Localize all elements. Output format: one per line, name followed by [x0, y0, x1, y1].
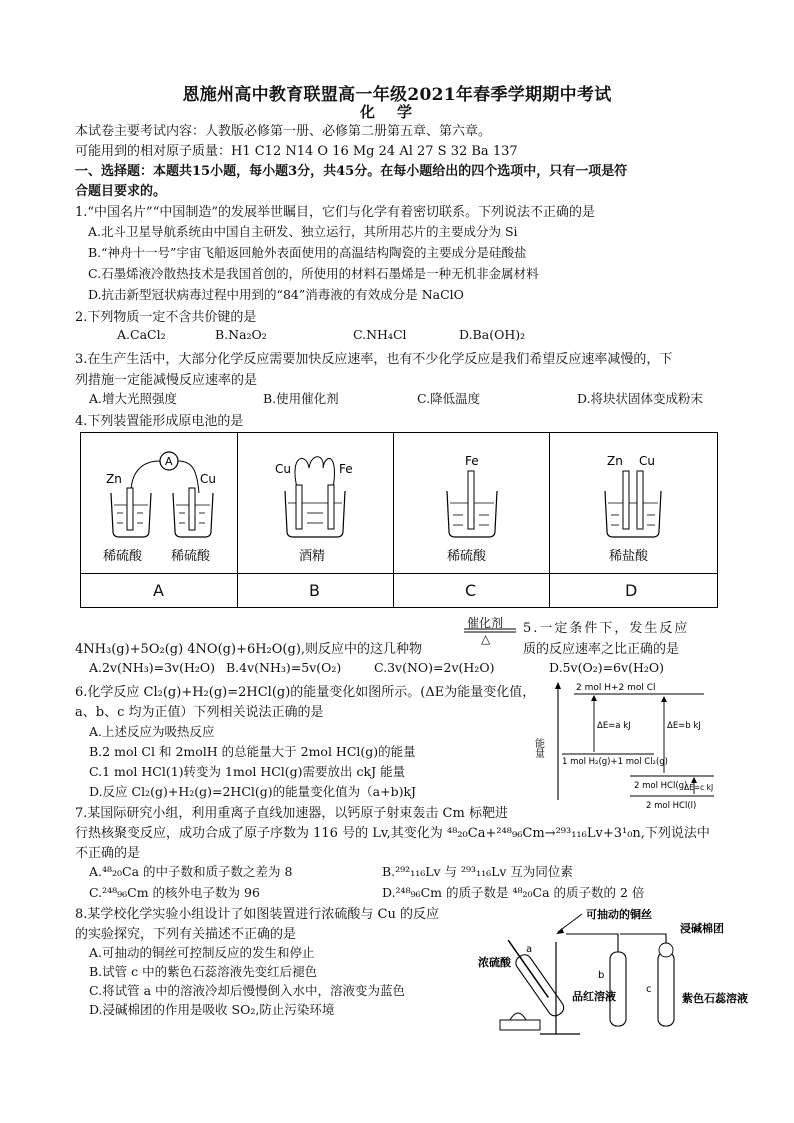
q5-option-a: A.2v(NH₃)=3v(H₂O) — [89, 660, 216, 675]
liquid-a-right: 稀硫酸 — [171, 549, 211, 564]
fuchsin-label: 品红溶液 — [572, 990, 616, 1003]
cotton-label: 浸碱棉团 — [680, 922, 724, 935]
energy-axis-label: 能量 — [532, 738, 544, 758]
q5-option-b: B.4v(NH₃)=5v(O₂) — [226, 660, 342, 675]
q5-catalyst: 催化剂 — [467, 616, 504, 630]
q7-stem-tail: 不正确的是 — [75, 846, 141, 861]
q5-option-c: C.3v(NO)=2v(H₂O) — [374, 660, 495, 675]
q2-stem: 2.下列物质一定不含共价键的是 — [75, 310, 257, 325]
q7-option-a: A.⁴⁸₂₀Ca 的中子数和质子数之差为 8 — [89, 864, 293, 879]
delta-e-c: ΔE=c kJ — [684, 783, 714, 792]
cu-label-b: Cu — [275, 462, 291, 476]
q2-option-c: C.NH₄Cl — [353, 327, 407, 342]
q4-stem: 4.下列装置能形成原电池的是 — [75, 414, 244, 429]
q3-option-c: C.降低温度 — [417, 391, 481, 406]
tube-a-label: a — [526, 944, 533, 955]
q5-stem-tail: 质的反应速率之比正确的是 — [523, 642, 680, 657]
galvanic-cell-d-diagram — [549, 433, 716, 573]
q5-stem: 5.一定条件下，发生反应 — [523, 621, 690, 636]
section1-heading: 一、选择题：本题共15小题，每小题3分，共45分。在每小题给出的四个选项中，只有一项是符 — [75, 164, 628, 179]
q1-stem: 1.“中国名片”“中国制造”的发展举世瞩目，它们与化学有着密切联系。下列说法不正确的是 — [75, 205, 595, 220]
q1-option-b: B.“神舟十一号”宇宙飞船返回舱外表面使用的高温结构陶瓷的主要成分是硅酸盐 — [88, 245, 527, 260]
q3-stem: 3.在生产生活中，大部分化学反应需要加快反应速率，也有不少化学反应是我们希望反应速率减慢的，下 — [75, 352, 673, 367]
delta-e-a: ΔE=a kJ — [597, 721, 631, 731]
q6-option-a: A.上述反应为吸热反应 — [89, 724, 215, 739]
q8-option-c: C.将试管 a 中的溶液冷却后慢慢倒入水中，溶液变为蓝色 — [89, 983, 405, 998]
q4-panel-c — [393, 433, 550, 573]
fe-label-c: Fe — [465, 454, 479, 468]
liquid-b: 酒精 — [299, 549, 326, 564]
q7-stem-cont: 行热核聚变反应，成功合成了原子序数为 116 号的 Lv,其变化为 ⁴⁸₂₀Ca+²⁴⁸₉₆Cm→²⁹³₁₁₆Lv+3¹₀n,下列说法中 — [75, 826, 710, 841]
q5-option-d: D.5v(O₂)=6v(H₂O) — [549, 660, 664, 675]
level-hcl-gas: 2 mol HCl(g) — [634, 781, 688, 791]
q5-heat: △ — [481, 632, 491, 646]
q8-stem-cont: 的实验探究，下列有关描述不正确的是 — [75, 927, 297, 942]
zn-label: Zn — [106, 472, 122, 486]
q8-stem: 8.某学校化学实验小组设计了如图装置进行浓硫酸与 Cu 的反应 — [75, 907, 439, 922]
galvanic-cell-c-diagram — [393, 433, 549, 573]
q6-option-c: C.1 mol HCl(1)转变为 1mol HCl(g)需要放出 ckJ 能量 — [89, 764, 406, 779]
q8-option-d: D.浸碱棉团的作用是吸收 SO₂,防止污染环境 — [89, 1002, 335, 1017]
q6-option-b: B.2 mol Cl 和 2molH 的总能量大于 2mol HCl(g)的能量 — [89, 744, 416, 759]
q2-option-a: A.CaCl₂ — [117, 327, 166, 342]
level-reactants: 1 mol H₂(g)+1 mol Cl₂(g) — [562, 757, 668, 767]
q4-panel-b — [237, 433, 394, 573]
level-hcl-liquid: 2 mol HCl(l) — [646, 801, 697, 811]
energy-diagram — [534, 678, 720, 810]
cu-label-d: Cu — [639, 454, 655, 468]
q1-option-a: A.北斗卫星导航系统由中国自主研发、独立运行，其所用芯片的主要成分为 Si — [88, 224, 518, 239]
q3-option-d: D.将块状固体变成粉末 — [577, 391, 704, 406]
level-atoms: 2 mol H+2 mol Cl — [576, 683, 656, 693]
liquid-d: 稀盐酸 — [609, 549, 649, 564]
q6-stem: 6.化学反应 Cl₂(g)+H₂(g)=2HCl(g)的能量变化如图所示。(ΔE为能量变化值， — [75, 685, 536, 700]
q4-label-d: D — [625, 581, 638, 600]
q4-apparatus-table — [80, 432, 718, 608]
q6-stem-cont: a、b、c 均为正值）下列相关说法正确的是 — [75, 705, 324, 720]
q4-label-b: B — [309, 581, 320, 600]
q8-option-b: B.试管 c 中的紫色石蕊溶液先变红后褪色 — [89, 964, 318, 979]
tube-b-label: b — [598, 970, 605, 981]
fe-label-b: Fe — [339, 462, 353, 476]
q4-label-c: C — [465, 581, 477, 600]
q5-equation: 4NH₃(g)+5O₂(g) 4NO(g)+6H₂O(g),则反应中的这几种物 — [75, 642, 423, 657]
exam-scope: 本试卷主要考试内容：人教版必修第一册、必修第二册第五章、第六章。 — [75, 124, 492, 139]
q1-option-c: C.石墨烯液冷散热技术是我国首创的，所使用的材料石墨烯是一种无机非金属材料 — [88, 266, 539, 281]
q2-option-d: D.Ba(OH)₂ — [459, 327, 526, 342]
q4-label-a: A — [153, 581, 164, 600]
q1-option-d: D.抗击新型冠状病毒过程中用到的“84”消毒液的有效成分是 NaClO — [88, 287, 464, 302]
ammeter-label: A — [165, 455, 173, 468]
litmus-label: 紫色石蕊溶液 — [682, 992, 748, 1005]
liquid-a-left: 稀硫酸 — [103, 549, 143, 564]
galvanic-cell-b-diagram — [237, 433, 393, 573]
q4-panel-a — [81, 433, 238, 573]
q8-option-a: A.可抽动的铜丝可控制反应的发生和停止 — [89, 945, 315, 960]
q3-option-a: A.增大光照强度 — [89, 391, 178, 406]
q7-stem: 7.某国际研究小组，利用重离子直线加速器，以钙原子射束轰击 Cm 标靶进 — [75, 806, 508, 821]
zn-label-d: Zn — [607, 454, 623, 468]
exam-title: 恩施州高中教育联盟高一年级2021年春季学期期中考试 — [182, 85, 612, 105]
q4-panel-d — [549, 433, 716, 573]
galvanic-cell-a-diagram — [81, 433, 237, 573]
atomic-mass-line: 可能用到的相对原子质量：H1 C12 N14 O 16 Mg 24 Al 27 S 32 Ba 137 — [75, 144, 518, 159]
q4-label-row — [81, 573, 717, 608]
subject-title: 化学 — [359, 103, 434, 121]
q2-option-b: B.Na₂O₂ — [215, 327, 267, 342]
cu-label: Cu — [200, 472, 216, 486]
q7-option-b: B.²⁹²₁₁₆Lv 与 ²⁹³₁₁₆Lv 互为同位素 — [382, 864, 573, 879]
delta-e-b: ΔE=b kJ — [667, 721, 701, 731]
copper-acid-apparatus — [470, 902, 748, 1044]
copper-wire-label: 可抽动的铜丝 — [586, 908, 652, 921]
q3-option-b: B.使用催化剂 — [263, 391, 339, 406]
section1-heading-cont: 合题目要求的。 — [75, 184, 167, 199]
conc-acid-label: 浓硫酸 — [478, 956, 511, 969]
q7-option-c: C.²⁴⁸₉₆Cm 的核外电子数为 96 — [89, 885, 260, 900]
q7-option-d: D.²⁴⁸₉₆Cm 的质子数是 ⁴⁸₂₀Ca 的质子数的 2 倍 — [382, 885, 645, 900]
liquid-c: 稀硫酸 — [447, 549, 487, 564]
q6-option-d: D.反应 Cl₂(g)+H₂(g)=2HCl(g)的能量变化值为（a+b)kJ — [89, 784, 417, 799]
tube-c-label: c — [646, 984, 652, 995]
q3-stem-cont: 列措施一定能减慢反应速率的是 — [75, 373, 258, 388]
